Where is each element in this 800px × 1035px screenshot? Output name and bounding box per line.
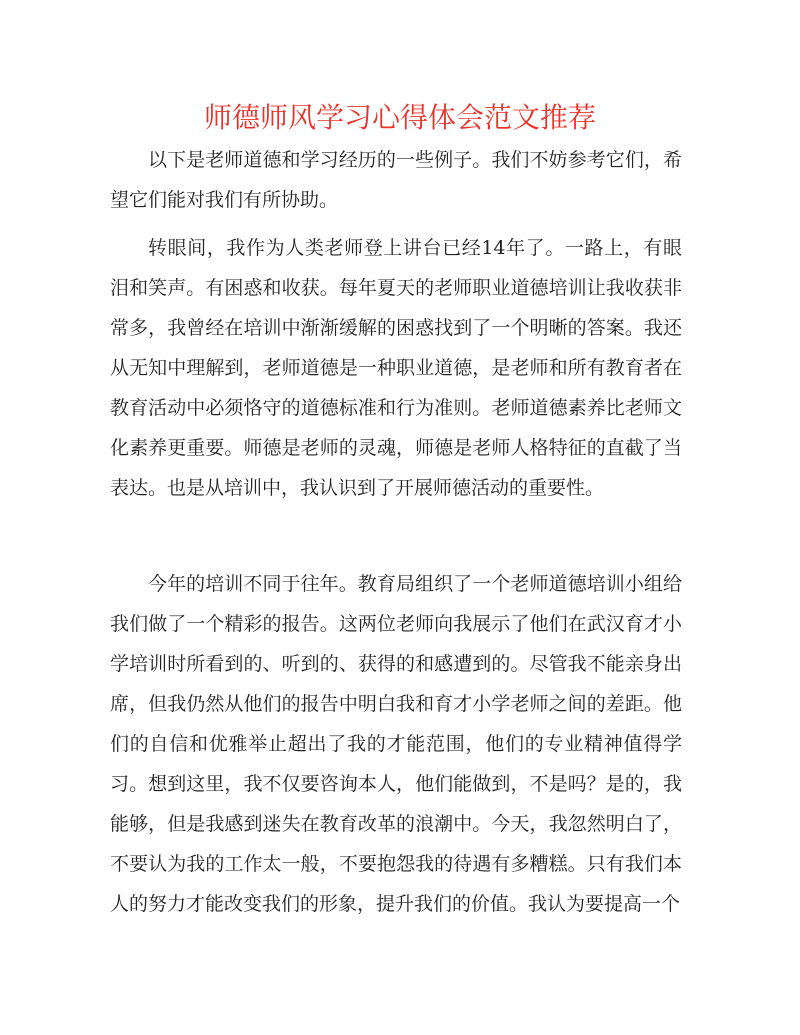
document-title: 师德师风学习心得体会范文推荐 bbox=[203, 101, 596, 134]
paragraph-training: 今年的培训不同于往年。教育局组织了一个老师道德培训小组给我们做了一个精彩的报告。这两位老师向我展示了他们在武汉育才小学培训时所看到的、听到的、获得的和感遭到的。尽管我不能亲身出席，但我仍然从他们的报告中明白我和育才小学老师之间的差距。他们的自信和优雅举止超出了我的才能范围，他们的专业精神值得学习。想到这里，我不仅要咨询本人，他们能做到，不是吗？是的，我能够，但是我感到迷失在教育改革的浪潮中。今天，我忽然明白了，不要认为我的工作太一般，不要抱怨我的待遇有多糟糕。只有我们本人的努力才能改变我们的形象，提升我们的价值。我认为要提高一个 bbox=[110, 573, 682, 915]
paragraph-intro: 以下是老师道德和学习经历的一些例子。我们不妨参考它们，希望它们能对我们有所协助。 bbox=[110, 149, 682, 211]
paragraph-reflection: 转眼间，我作为人类老师登上讲台已经14年了。一路上，有眼泪和笑声。有困惑和收获。每年夏天的老师职业道德培训让我收获非常多，我曾经在培训中渐渐缓解的困惑找到了一个明晰的答案。我还从无知中理解到，老师道德是一种职业道德，是老师和所有教育者在教育活动中必须恪守的道德标准和行为准则。老师道德素养比老师文化素养更重要。师德是老师的灵魂，师德是老师人格特征的直截了当表达。也是从培训中，我认识到了开展师德活动的重要性。 bbox=[110, 237, 682, 499]
document-body bbox=[110, 140, 682, 924]
